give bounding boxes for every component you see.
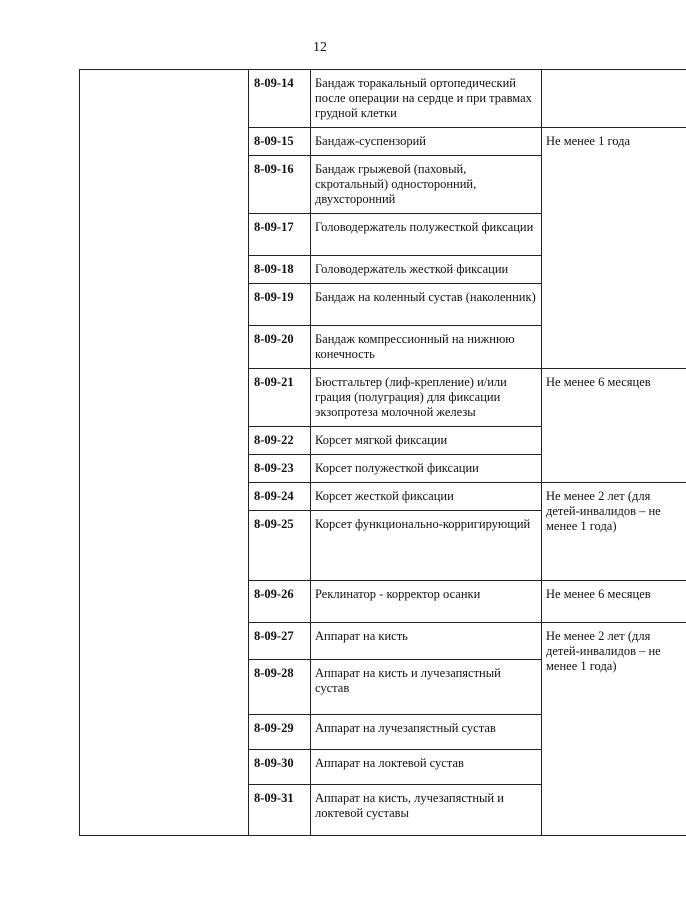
product-name: Головодержатель полужесткой фиксации [311, 214, 542, 256]
product-code: 8-09-26 [249, 581, 311, 623]
product-name: Головодержатель жесткой фиксации [311, 256, 542, 284]
product-name: Аппарат на кисть и лучезапястный сустав [311, 660, 542, 715]
product-name: Бандаж грыжевой (паховый, скротальный) односторонний, двухсторонний [311, 156, 542, 214]
product-name: Бандаж компрессионный на нижнюю конечность [311, 326, 542, 369]
product-code: 8-09-31 [249, 785, 311, 836]
product-name: Реклинатор - корректор осанки [311, 581, 542, 623]
product-code: 8-09-28 [249, 660, 311, 715]
product-name: Аппарат на лучезапястный сустав [311, 715, 542, 750]
usage-term: Не менее 6 месяцев [542, 581, 686, 623]
page-number: 12 [313, 40, 327, 55]
product-code: 8-09-17 [249, 214, 311, 256]
product-code: 8-09-21 [249, 369, 311, 427]
product-code: 8-09-14 [249, 70, 311, 128]
product-code: 8-09-30 [249, 750, 311, 785]
product-code: 8-09-24 [249, 483, 311, 511]
usage-term: Не менее 6 месяцев [542, 369, 686, 483]
product-code: 8-09-16 [249, 156, 311, 214]
product-code: 8-09-23 [249, 455, 311, 483]
product-name: Бандаж-суспензорий [311, 128, 542, 156]
usage-term: Не менее 1 года [542, 128, 686, 369]
product-code: 8-09-25 [249, 511, 311, 581]
usage-term: Не менее 2 лет (для детей-инвалидов – не менее 1 года) [542, 623, 686, 836]
product-name: Аппарат на кисть [311, 623, 542, 660]
product-name: Аппарат на локтевой сустав [311, 750, 542, 785]
table-row [80, 70, 686, 128]
empty-left-column [80, 70, 249, 836]
product-name: Корсет полужесткой фиксации [311, 455, 542, 483]
product-code: 8-09-22 [249, 427, 311, 455]
product-code: 8-09-29 [249, 715, 311, 750]
product-name: Корсет жесткой фиксации [311, 483, 542, 511]
usage-term: Не менее 2 лет (для детей-инвалидов – не менее 1 года) [542, 483, 686, 581]
product-code: 8-09-27 [249, 623, 311, 660]
product-code: 8-09-18 [249, 256, 311, 284]
product-code: 8-09-20 [249, 326, 311, 369]
usage-term [542, 70, 686, 128]
product-name: Бандаж торакальный ортопедический после операции на сердце и при травмах грудной клетки [311, 70, 542, 128]
product-name: Бандаж на коленный сустав (наколенник) [311, 284, 542, 326]
product-name: Аппарат на кисть, лучезапястный и локтевой суставы [311, 785, 542, 836]
product-name: Корсет функционально-корригирующий [311, 511, 542, 581]
product-code: 8-09-15 [249, 128, 311, 156]
product-name: Корсет мягкой фиксации [311, 427, 542, 455]
product-code: 8-09-19 [249, 284, 311, 326]
product-name: Бюстгальтер (лиф-крепление) и/или грация (полуграция) для фиксации экзопротеза молочной железы [311, 369, 542, 427]
orthopedic-products-table [79, 69, 686, 836]
